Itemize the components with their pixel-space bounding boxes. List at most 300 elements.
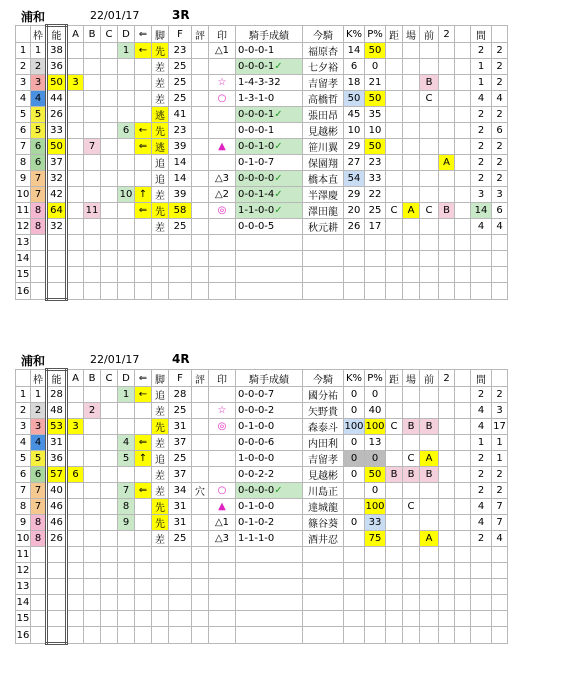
k-percent: 29 [344, 187, 365, 203]
rank-b [84, 187, 101, 203]
second-rank [439, 123, 455, 139]
race-table-4r [0, 348, 577, 645]
track-rank [403, 43, 420, 59]
rank-b [84, 451, 101, 467]
column-header [492, 26, 508, 43]
rank-b [84, 251, 101, 267]
distance-rank [386, 499, 403, 515]
p-percent: 75 [365, 531, 386, 547]
arrow-cell [135, 91, 152, 107]
check-icon: ✓ [274, 61, 283, 72]
column-header: K% [344, 370, 365, 387]
jockey-name [303, 251, 344, 267]
running-style: 先 [152, 515, 169, 531]
running-style: 差 [152, 403, 169, 419]
waku-cell [31, 627, 47, 644]
p-percent: 50 [365, 91, 386, 107]
running-style: 差 [152, 435, 169, 451]
spacer-cell [455, 235, 471, 251]
running-style: 差 [152, 75, 169, 91]
rank-b [84, 43, 101, 59]
p-percent: 33 [365, 515, 386, 531]
p-percent: 22 [365, 187, 386, 203]
interval-2: 4 [492, 219, 508, 235]
jockey-record [236, 235, 303, 251]
waku-cell: 1 [31, 387, 47, 403]
prediction-mark [209, 595, 236, 611]
spacer-cell [455, 75, 471, 91]
check-icon: ✓ [274, 205, 283, 216]
track-rank [403, 283, 420, 300]
table-row [16, 219, 508, 235]
rank-a [67, 43, 84, 59]
rank-d: 9 [118, 515, 135, 531]
rank-a [67, 59, 84, 75]
waku-cell [31, 611, 47, 627]
rank-c [101, 75, 118, 91]
rank-a [67, 387, 84, 403]
rank-d [118, 595, 135, 611]
ability-cell [47, 627, 67, 644]
p-percent: 23 [365, 155, 386, 171]
track-rank [403, 387, 420, 403]
jockey-name [303, 267, 344, 283]
check-icon: ✓ [274, 485, 283, 496]
rank-d [118, 579, 135, 595]
prediction-mark [209, 611, 236, 627]
interval-2: 2 [492, 107, 508, 123]
interval-2: 2 [492, 171, 508, 187]
evaluation [192, 187, 209, 203]
evaluation [192, 171, 209, 187]
jockey-name [303, 283, 344, 300]
rank-c [101, 499, 118, 515]
jockey-record: 0-0-2-2 [236, 467, 303, 483]
running-style: 逃 [152, 107, 169, 123]
interval-1: 4 [471, 499, 492, 515]
table-row [16, 595, 508, 611]
track-rank [403, 267, 420, 283]
rank-b [84, 219, 101, 235]
check-icon: ✓ [274, 173, 283, 184]
arrow-cell [135, 419, 152, 435]
rank-c [101, 547, 118, 563]
rank-d: 1 [118, 43, 135, 59]
horse-number: 12 [16, 219, 31, 235]
second-rank [439, 75, 455, 91]
interval-2 [492, 563, 508, 579]
f-value: 31 [169, 515, 192, 531]
k-percent [344, 563, 365, 579]
previous-rank [420, 611, 439, 627]
k-percent [344, 499, 365, 515]
previous-rank: A [420, 531, 439, 547]
rank-d: 1 [118, 387, 135, 403]
track-rank [403, 187, 420, 203]
waku-cell: 6 [31, 139, 47, 155]
jockey-name: 見越彬 [303, 467, 344, 483]
running-style: 差 [152, 219, 169, 235]
running-style: 追 [152, 387, 169, 403]
f-value: 31 [169, 499, 192, 515]
column-header: 場 [403, 26, 420, 43]
jockey-record: 0-0-0-1✓ [236, 59, 303, 75]
jockey-name: 吉留孝 [303, 75, 344, 91]
interval-1 [471, 611, 492, 627]
second-rank [439, 467, 455, 483]
jockey-name [303, 595, 344, 611]
rank-b [84, 579, 101, 595]
rank-d [118, 531, 135, 547]
waku-cell [31, 595, 47, 611]
p-percent: 17 [365, 219, 386, 235]
horse-number: 5 [16, 107, 31, 123]
f-value [169, 611, 192, 627]
prediction-mark: ◎ [209, 203, 236, 219]
distance-rank [386, 219, 403, 235]
column-header [492, 370, 508, 387]
jockey-record [236, 251, 303, 267]
jockey-name: 吉留孝 [303, 451, 344, 467]
rank-a [67, 611, 84, 627]
rank-a [67, 171, 84, 187]
evaluation [192, 219, 209, 235]
jockey-record: 0-1-0-0 [236, 419, 303, 435]
distance-rank [386, 235, 403, 251]
waku-cell: 4 [31, 91, 47, 107]
table-row [16, 387, 508, 403]
horse-number: 8 [16, 155, 31, 171]
column-header: 場 [403, 370, 420, 387]
arrow-cell [135, 283, 152, 300]
prediction-mark: ▲ [209, 499, 236, 515]
evaluation [192, 251, 209, 267]
k-percent: 100 [344, 419, 365, 435]
prediction-mark: ▲ [209, 139, 236, 155]
distance-rank [386, 107, 403, 123]
rank-c [101, 267, 118, 283]
horse-number: 12 [16, 563, 31, 579]
running-style: 先 [152, 43, 169, 59]
arrow-cell [135, 627, 152, 644]
interval-2: 1 [492, 435, 508, 451]
column-header: B [84, 26, 101, 43]
horse-number: 9 [16, 171, 31, 187]
track-rank [403, 107, 420, 123]
distance-rank [386, 267, 403, 283]
spacer-cell [455, 435, 471, 451]
jockey-record: 0-0-0-2 [236, 403, 303, 419]
prediction-mark [209, 235, 236, 251]
p-percent [365, 595, 386, 611]
rank-c [101, 387, 118, 403]
rank-a [67, 531, 84, 547]
race-date: 22/01/17 [90, 9, 140, 22]
second-rank [439, 483, 455, 499]
p-percent [365, 611, 386, 627]
f-value [169, 627, 192, 644]
spacer-cell [455, 91, 471, 107]
rank-c [101, 419, 118, 435]
interval-2: 2 [492, 43, 508, 59]
ability-cell [47, 267, 67, 283]
interval-2 [492, 595, 508, 611]
rank-a [67, 547, 84, 563]
track-rank: C [403, 451, 420, 467]
column-header: ⇐ [135, 26, 152, 43]
distance-rank [386, 59, 403, 75]
column-header: K% [344, 26, 365, 43]
distance-rank [386, 515, 403, 531]
arrow-cell [135, 595, 152, 611]
interval-1: 2 [471, 107, 492, 123]
previous-rank [420, 595, 439, 611]
interval-2 [492, 547, 508, 563]
ability-cell [47, 547, 67, 563]
prediction-mark [209, 387, 236, 403]
rank-b [84, 107, 101, 123]
waku-cell [31, 563, 47, 579]
prediction-mark [209, 123, 236, 139]
p-percent [365, 267, 386, 283]
f-value: 37 [169, 435, 192, 451]
rank-a [67, 187, 84, 203]
check-icon: ✓ [274, 109, 283, 120]
evaluation [192, 627, 209, 644]
rank-c [101, 627, 118, 644]
horse-number: 14 [16, 251, 31, 267]
spacer-cell [455, 515, 471, 531]
spacer-cell [455, 467, 471, 483]
interval-1: 2 [471, 43, 492, 59]
k-percent: 45 [344, 107, 365, 123]
interval-1: 4 [471, 219, 492, 235]
table-row [16, 579, 508, 595]
column-header: 距 [386, 370, 403, 387]
p-percent: 25 [365, 203, 386, 219]
waku-cell: 7 [31, 187, 47, 203]
f-value: 14 [169, 171, 192, 187]
check-icon: ✓ [274, 189, 283, 200]
f-value: 25 [169, 91, 192, 107]
jockey-record: 0-0-1-4✓ [236, 187, 303, 203]
previous-rank [420, 515, 439, 531]
arrow-cell [135, 515, 152, 531]
rank-b [84, 515, 101, 531]
jockey-record: 0-1-0-2 [236, 515, 303, 531]
previous-rank: C [420, 91, 439, 107]
distance-rank [386, 187, 403, 203]
column-header: 2 [439, 370, 455, 387]
rank-b [84, 75, 101, 91]
track-rank [403, 75, 420, 91]
distance-rank: C [386, 419, 403, 435]
rank-b [84, 267, 101, 283]
interval-1: 4 [471, 515, 492, 531]
distance-rank: C [386, 203, 403, 219]
waku-cell: 8 [31, 531, 47, 547]
race-venue: 浦和 [21, 354, 46, 368]
interval-1 [471, 563, 492, 579]
jockey-name: 福原杏 [303, 43, 344, 59]
race-table-3r [0, 4, 577, 301]
running-style: 追 [152, 171, 169, 187]
interval-1: 2 [471, 387, 492, 403]
previous-rank [420, 219, 439, 235]
waku-cell [31, 547, 47, 563]
previous-rank [420, 387, 439, 403]
ability-cell: 26 [47, 531, 67, 547]
waku-cell: 7 [31, 171, 47, 187]
interval-2: 2 [492, 467, 508, 483]
header-row [16, 26, 508, 43]
previous-rank [420, 563, 439, 579]
rank-c [101, 531, 118, 547]
table-row [16, 483, 508, 499]
jockey-name [303, 563, 344, 579]
previous-rank [420, 139, 439, 155]
second-rank [439, 107, 455, 123]
second-rank [439, 499, 455, 515]
second-rank [439, 451, 455, 467]
k-percent: 0 [344, 451, 365, 467]
rank-b [84, 91, 101, 107]
evaluation [192, 75, 209, 91]
interval-2: 4 [492, 531, 508, 547]
arrow-cell [135, 155, 152, 171]
f-value [169, 235, 192, 251]
column-header: C [101, 370, 118, 387]
second-rank [439, 387, 455, 403]
column-header: 間 [471, 370, 492, 387]
jockey-name: 澤田龍 [303, 203, 344, 219]
horse-number: 14 [16, 595, 31, 611]
column-header: 脚 [152, 26, 169, 43]
interval-1 [471, 627, 492, 644]
interval-2: 2 [492, 387, 508, 403]
prediction-mark: △1 [209, 43, 236, 59]
k-percent [344, 611, 365, 627]
interval-2: 7 [492, 515, 508, 531]
evaluation [192, 283, 209, 300]
ability-cell [47, 579, 67, 595]
distance-rank [386, 483, 403, 499]
f-value: 25 [169, 219, 192, 235]
column-header: C [101, 26, 118, 43]
rank-c [101, 483, 118, 499]
interval-1: 1 [471, 75, 492, 91]
prediction-mark [209, 155, 236, 171]
rank-c [101, 515, 118, 531]
rank-c [101, 171, 118, 187]
evaluation [192, 387, 209, 403]
second-rank [439, 419, 455, 435]
table-row [16, 187, 508, 203]
second-rank [439, 595, 455, 611]
interval-2: 4 [492, 91, 508, 107]
jockey-record [236, 579, 303, 595]
ability-cell: 37 [47, 155, 67, 171]
jockey-record [236, 283, 303, 300]
rank-c [101, 155, 118, 171]
ability-cell: 64 [47, 203, 67, 219]
second-rank [439, 403, 455, 419]
rank-d [118, 155, 135, 171]
distance-rank [386, 563, 403, 579]
evaluation [192, 59, 209, 75]
running-style [152, 251, 169, 267]
distance-rank [386, 75, 403, 91]
evaluation [192, 563, 209, 579]
horse-number: 4 [16, 435, 31, 451]
track-rank [403, 547, 420, 563]
evaluation [192, 595, 209, 611]
ability-cell: 36 [47, 59, 67, 75]
p-percent: 50 [365, 43, 386, 59]
prediction-mark: ○ [209, 483, 236, 499]
rank-d: 10 [118, 187, 135, 203]
evaluation [192, 467, 209, 483]
running-style [152, 547, 169, 563]
second-rank [439, 579, 455, 595]
jockey-name: 達城龍 [303, 499, 344, 515]
p-percent: 21 [365, 75, 386, 91]
p-percent: 50 [365, 467, 386, 483]
second-rank [439, 251, 455, 267]
column-header: F [169, 370, 192, 387]
waku-cell: 6 [31, 467, 47, 483]
rank-b: 2 [84, 403, 101, 419]
previous-rank [420, 547, 439, 563]
horse-number: 16 [16, 627, 31, 644]
rank-a [67, 219, 84, 235]
jockey-record: 1-0-0-0 [236, 451, 303, 467]
p-percent: 33 [365, 171, 386, 187]
interval-2 [492, 267, 508, 283]
arrow-cell: ⇐ [135, 139, 152, 155]
interval-1: 2 [471, 451, 492, 467]
running-style: 差 [152, 483, 169, 499]
horse-number: 15 [16, 267, 31, 283]
spacer-cell [455, 203, 471, 219]
interval-1 [471, 579, 492, 595]
rank-c [101, 59, 118, 75]
spacer-cell [455, 403, 471, 419]
table-row [16, 155, 508, 171]
rank-c [101, 283, 118, 300]
jockey-record [236, 563, 303, 579]
waku-cell: 5 [31, 123, 47, 139]
evaluation [192, 235, 209, 251]
previous-rank: B [420, 419, 439, 435]
table-row [16, 499, 508, 515]
running-style [152, 283, 169, 300]
f-value: 39 [169, 187, 192, 203]
rank-b [84, 435, 101, 451]
waku-cell: 5 [31, 451, 47, 467]
rank-d [118, 419, 135, 435]
header-row [16, 370, 508, 387]
column-header [16, 26, 31, 43]
waku-cell: 8 [31, 219, 47, 235]
ability-cell: 57 [47, 467, 67, 483]
spacer-cell [455, 139, 471, 155]
table-row [16, 43, 508, 59]
table-row [16, 627, 508, 644]
rank-a [67, 267, 84, 283]
arrow-cell: ⇐ [135, 435, 152, 451]
rank-b: 7 [84, 139, 101, 155]
